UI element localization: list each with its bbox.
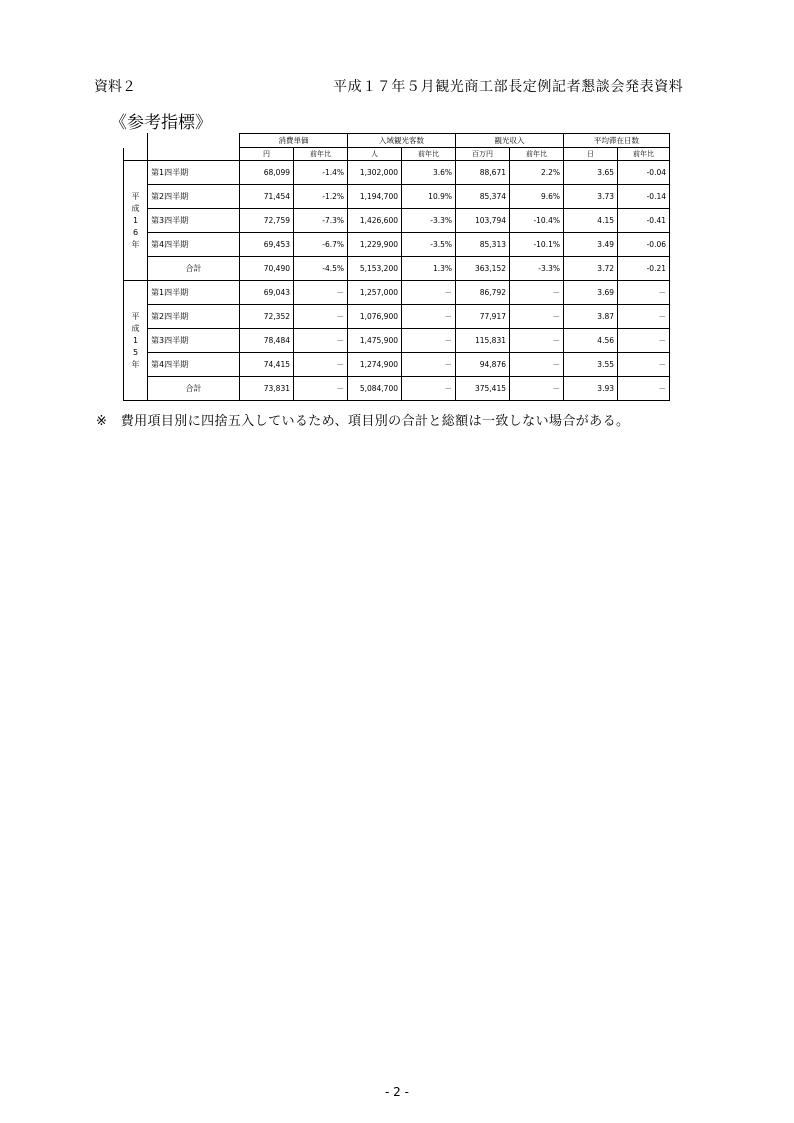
table-row — [124, 305, 670, 329]
group-header-visitors: 入域観光客数 — [348, 134, 456, 148]
value-cell: － — [510, 329, 564, 353]
value-cell: 3.55 — [564, 353, 618, 377]
value-cell: 1,426,600 — [348, 209, 402, 233]
subheader-cell: 前年比 — [402, 148, 456, 161]
table-total-row — [124, 377, 670, 401]
value-cell: 73,831 — [240, 377, 294, 401]
table-row — [124, 353, 670, 377]
subheader-cell: 人 — [348, 148, 402, 161]
value-cell: 4.56 — [564, 329, 618, 353]
subheader-cell: 日 — [564, 148, 618, 161]
table-body — [124, 161, 670, 401]
era-year-label — [124, 281, 148, 401]
table-total-row — [124, 257, 670, 281]
reference-indicators-table — [123, 133, 670, 401]
value-cell: － — [618, 305, 670, 329]
row-label: 第3四半期 — [148, 209, 240, 233]
value-cell: -10.1% — [510, 233, 564, 257]
value-cell: 375,415 — [456, 377, 510, 401]
value-cell: 4.15 — [564, 209, 618, 233]
value-cell: 1,475,900 — [348, 329, 402, 353]
table-row — [124, 329, 670, 353]
group-header-stay-days: 平均滞在日数 — [564, 134, 670, 148]
value-cell: － — [402, 329, 456, 353]
value-cell: -3.5% — [402, 233, 456, 257]
table-row — [124, 209, 670, 233]
value-cell: 363,152 — [456, 257, 510, 281]
value-cell: 3.49 — [564, 233, 618, 257]
era-char: 平 — [131, 311, 140, 321]
value-cell: 68,099 — [240, 161, 294, 185]
value-cell: 1.3% — [402, 257, 456, 281]
table-row — [124, 185, 670, 209]
subheader-cell: 前年比 — [618, 148, 670, 161]
row-label: 第4四半期 — [148, 233, 240, 257]
era-char: 1 — [132, 335, 139, 345]
value-cell: 1,229,900 — [348, 233, 402, 257]
value-cell: － — [294, 377, 348, 401]
value-cell: -10.4% — [510, 209, 564, 233]
value-cell: － — [510, 353, 564, 377]
row-label: 第4四半期 — [148, 353, 240, 377]
value-cell: -3.3% — [510, 257, 564, 281]
row-label: 第2四半期 — [148, 185, 240, 209]
value-cell: 5,153,200 — [348, 257, 402, 281]
value-cell: 3.69 — [564, 281, 618, 305]
value-cell: 77,917 — [456, 305, 510, 329]
value-cell: － — [294, 281, 348, 305]
era-char: 成 — [131, 323, 140, 333]
table-row — [124, 161, 670, 185]
value-cell: － — [618, 377, 670, 401]
value-cell: － — [294, 329, 348, 353]
era-year-label — [124, 161, 148, 281]
value-cell: 78,484 — [240, 329, 294, 353]
page-number: - 2 - — [385, 1085, 409, 1099]
value-cell: -4.5% — [294, 257, 348, 281]
value-cell: － — [402, 377, 456, 401]
value-cell: 69,043 — [240, 281, 294, 305]
value-cell: 10.9% — [402, 185, 456, 209]
value-cell: 71,454 — [240, 185, 294, 209]
group-header-revenue: 観光収入 — [456, 134, 564, 148]
value-cell: 1,274,900 — [348, 353, 402, 377]
era-char: 1 — [132, 215, 139, 225]
value-cell: 103,794 — [456, 209, 510, 233]
row-label: 第1四半期 — [148, 281, 240, 305]
subheader-cell: 前年比 — [510, 148, 564, 161]
corner-cell — [124, 134, 148, 148]
corner-cell — [148, 148, 240, 161]
value-cell: 1,076,900 — [348, 305, 402, 329]
value-cell: -0.41 — [618, 209, 670, 233]
value-cell: 72,759 — [240, 209, 294, 233]
row-label: 第3四半期 — [148, 329, 240, 353]
value-cell: 3.72 — [564, 257, 618, 281]
value-cell: － — [510, 281, 564, 305]
corner-cell — [124, 148, 148, 161]
value-cell: 9.6% — [510, 185, 564, 209]
group-header-spending: 消費単価 — [240, 134, 348, 148]
era-char: 5 — [132, 347, 139, 357]
subheader-cell: 百万円 — [456, 148, 510, 161]
table-subheader-row — [124, 148, 670, 161]
value-cell: 5,084,700 — [348, 377, 402, 401]
value-cell: 3.65 — [564, 161, 618, 185]
section-title: 《参考指標》 — [110, 113, 212, 133]
value-cell: － — [618, 329, 670, 353]
value-cell: 85,313 — [456, 233, 510, 257]
value-cell: -6.7% — [294, 233, 348, 257]
row-label: 合計 — [148, 377, 240, 401]
value-cell: 86,792 — [456, 281, 510, 305]
value-cell: 85,374 — [456, 185, 510, 209]
value-cell: 88,671 — [456, 161, 510, 185]
value-cell: 2.2% — [510, 161, 564, 185]
value-cell: － — [402, 353, 456, 377]
value-cell: -3.3% — [402, 209, 456, 233]
value-cell: 1,194,700 — [348, 185, 402, 209]
row-label: 合計 — [148, 257, 240, 281]
era-char: 6 — [132, 227, 139, 237]
value-cell: -0.06 — [618, 233, 670, 257]
value-cell: － — [294, 353, 348, 377]
value-cell: － — [402, 305, 456, 329]
value-cell: -1.2% — [294, 185, 348, 209]
value-cell: － — [402, 281, 456, 305]
value-cell: 3.73 — [564, 185, 618, 209]
value-cell: 3.93 — [564, 377, 618, 401]
subheader-cell: 円 — [240, 148, 294, 161]
value-cell: 115,831 — [456, 329, 510, 353]
value-cell: 70,490 — [240, 257, 294, 281]
value-cell: 3.87 — [564, 305, 618, 329]
era-char: 年 — [131, 359, 140, 369]
value-cell: － — [510, 377, 564, 401]
era-char: 平 — [131, 191, 140, 201]
value-cell: -0.21 — [618, 257, 670, 281]
document-source-title: 平成１７年５月観光商工部長定例記者懇談会発表資料 — [333, 79, 684, 95]
value-cell: 69,453 — [240, 233, 294, 257]
value-cell: 72,352 — [240, 305, 294, 329]
value-cell: 1,302,000 — [348, 161, 402, 185]
value-cell: － — [510, 305, 564, 329]
table-group-header-row — [124, 134, 670, 148]
value-cell: 74,415 — [240, 353, 294, 377]
footnote: ※ 費用項目別に四捨五入しているため、項目別の合計と総額は一致しない場合がある。 — [96, 414, 630, 429]
value-cell: 3.6% — [402, 161, 456, 185]
row-label: 第2四半期 — [148, 305, 240, 329]
value-cell: -1.4% — [294, 161, 348, 185]
document-label: 資料２ — [94, 79, 136, 95]
value-cell: 94,876 — [456, 353, 510, 377]
value-cell: － — [618, 281, 670, 305]
value-cell: -7.3% — [294, 209, 348, 233]
table-row — [124, 233, 670, 257]
subheader-cell: 前年比 — [294, 148, 348, 161]
value-cell: － — [618, 353, 670, 377]
table-row — [124, 281, 670, 305]
row-label: 第1四半期 — [148, 161, 240, 185]
value-cell: 1,257,000 — [348, 281, 402, 305]
value-cell: -0.04 — [618, 161, 670, 185]
era-char: 成 — [131, 203, 140, 213]
era-char: 年 — [131, 239, 140, 249]
corner-cell — [148, 134, 240, 148]
value-cell: -0.14 — [618, 185, 670, 209]
value-cell: － — [294, 305, 348, 329]
